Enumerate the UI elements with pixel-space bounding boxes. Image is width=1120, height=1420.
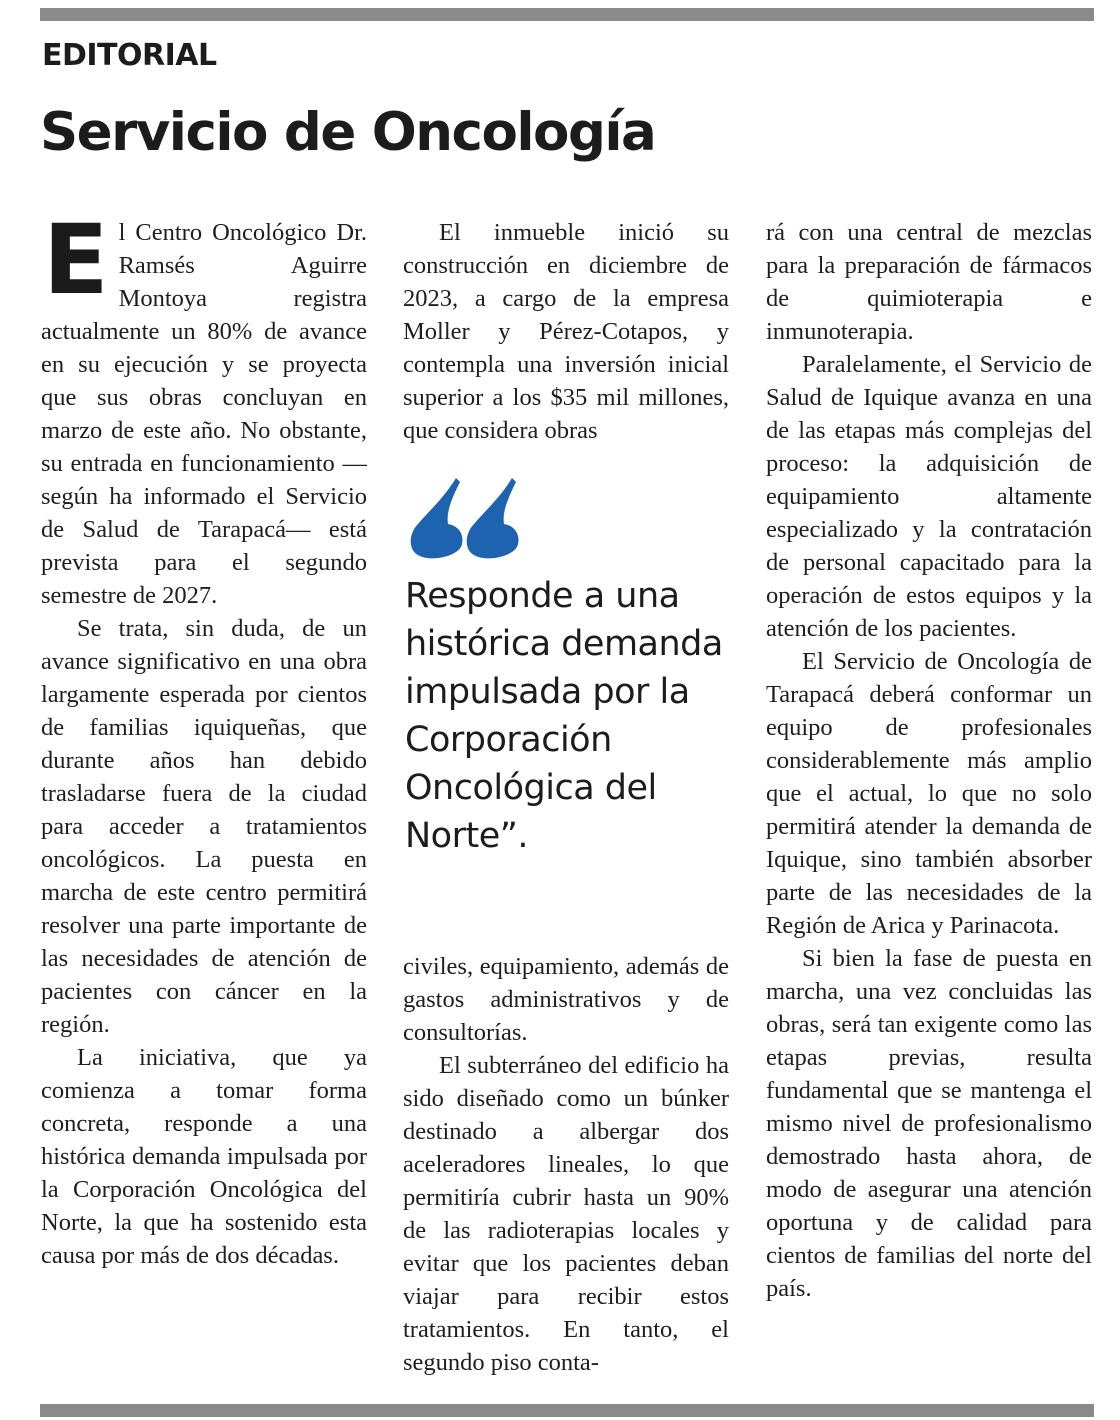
bottom-rule	[40, 1404, 1094, 1417]
section-label: EDITORIAL	[42, 38, 217, 73]
paragraph-4-continued: civiles, equipamiento, además de gastos administrativos y de consultorías.	[403, 953, 729, 1046]
top-rule	[40, 8, 1094, 21]
opening-quote-icon	[406, 472, 526, 562]
article-column-1	[41, 204, 367, 1272]
paragraph-1	[41, 204, 367, 612]
headline: Servicio de Oncología	[40, 102, 656, 163]
article-column-2-top	[403, 216, 729, 447]
article-column-2-bottom	[403, 950, 729, 1379]
paragraph-1-text: l Centro Oncológico Dr. Ramsés Aguirre Montoya registra actualmente un 80% de avance en su ejecución y se proyecta que sus obras concluyan en marzo de este año. No obstante, su entrada en funcionamiento —según ha informado el Servicio de Salud de Tarapacá— está prevista para el segundo semestre de 2027.	[41, 219, 367, 609]
paragraph-6: Paralelamente, el Servicio de Salud de Iquique avanza en una de las etapas más complejas del proceso: la adquisición de equipamiento altamente especializado y la contratación de personal capacitado para la operación de estos equipos y la atención de los pacientes.	[766, 351, 1092, 642]
pull-quote: Responde a una histórica demanda impulsada por la Corporación Oncológica del Norte”.	[405, 576, 723, 856]
paragraph-2: Se trata, sin duda, de un avance significativo en una obra largamente esperada por cientos de familias iquiqueñas, que durante años han debido trasladarse fuera de la ciudad para acceder a tratamientos oncológicos. La puesta en marcha de este centro permitirá resolver una parte importante de las necesidades de atención de pacientes con cáncer en la región.	[41, 615, 367, 1038]
paragraph-7: El Servicio de Oncología de Tarapacá deberá conformar un equipo de profesionales considerablemente más amplio que el actual, lo que no solo permitirá atender la demanda de Iquique, sino también absorber parte de las necesidades de la Región de Arica y Parinacota.	[766, 648, 1092, 939]
paragraph-4: El inmueble inició su construcción en diciembre de 2023, a cargo de la empresa Moller y Pérez-Cotapos, y contempla una inversión inicial superior a los $35 mil millones, que considera obras	[403, 219, 729, 444]
article-column-3	[766, 216, 1092, 1305]
paragraph-3: La iniciativa, que ya comienza a tomar forma concreta, responde a una histórica demanda impulsada por la Corporación Oncológica del Norte, la que ha sostenido esta causa por más de dos décadas.	[41, 1044, 367, 1269]
drop-cap: E	[43, 204, 109, 316]
paragraph-5: El subterráneo del edificio ha sido diseñado como un búnker destinado a albergar dos aceleradores lineales, lo que permitiría cubrir hasta un 90% de las radioterapias locales y evitar que los pacientes deban viajar para recibir estos tratamientos. En tanto, el segundo piso conta-	[403, 1052, 729, 1376]
paragraph-5-continued: rá con una central de mezclas para la preparación de fármacos de quimioterapia e inmunoterapia.	[766, 219, 1092, 345]
paragraph-8: Si bien la fase de puesta en marcha, una vez concluidas las obras, será tan exigente como las etapas previas, resulta fundamental que se mantenga el mismo nivel de profesionalismo demostrado hasta ahora, de modo de asegurar una atención oportuna y de calidad para cientos de familias del norte del país.	[766, 945, 1092, 1302]
